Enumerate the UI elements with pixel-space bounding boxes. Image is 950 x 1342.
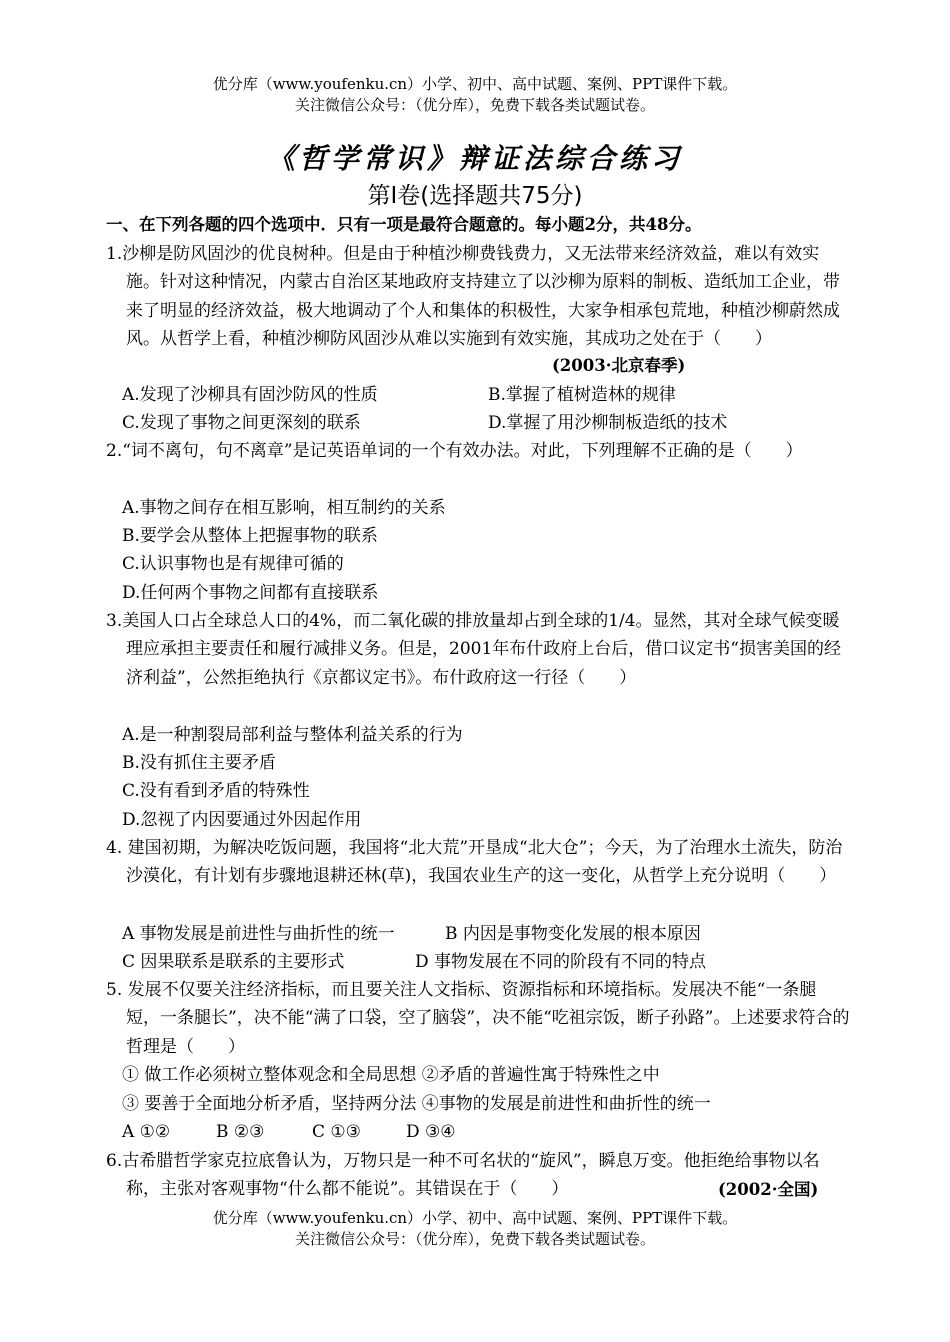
option-c: C ①③ (312, 1122, 361, 1142)
question-stem: 5. 发展不仅要关注经济指标，而且要关注人文指标、资源指标和环境指标。发展决不能“一条腿短，一条腿长”，决不能“满了口袋，空了脑袋”，决不能“吃祖宗饭，断子孙路”。上述要求符合的哲理是（ ） (106, 980, 850, 1057)
document-title: 《哲学常识》辩证法综合练习 (266, 142, 683, 175)
option-c: C.没有看到矛盾的特殊性 (122, 781, 310, 801)
header-line-1: 优分库（www.youfenku.cn）小学、初中、高中试题、案例、PPT课件下载。 (212, 75, 738, 93)
option-a: A.是一种割裂局部利益与整体利益关系的行为 (122, 725, 463, 745)
question-stem: 3.美国人口占全球总人口的4%，而二氧化碳的排放量却占到全球的1/4。显然，其对全球气候变暖理应承担主要责任和履行减排义务。但是，2001年布什政府上台后，借口议定书“损害美国的经济利益”，公然拒绝执行《京都议定书》。布什政府这一行径（ ） (106, 611, 841, 688)
option-b: B ②③ (216, 1122, 265, 1142)
question-2 (106, 437, 850, 465)
option-d: D.任何两个事物之间都有直接联系 (122, 583, 379, 603)
question-5 (106, 976, 850, 1061)
option-c: C.认识事物也是有规律可循的 (122, 554, 344, 574)
option-d: D.掌握了用沙柳制板造纸的技术 (488, 413, 728, 433)
header-line-2: 关注微信公众号：（优分库），免费下载各类试题试卷。 (294, 96, 655, 114)
question-stem: 4. 建国初期，为解决吃饭问题，我国将“北大荒”开垦成“北大仓”；今天，为了治理水土流失，防治沙漠化，有计划有步骤地退耕还林(草)，我国农业生产的这一变化，从哲学上充分说明（ ） (106, 838, 843, 887)
page-header (0, 74, 950, 116)
option-d: D 事物发展在不同的阶段有不同的特点 (415, 952, 707, 972)
footer-line-1: 优分库（www.youfenku.cn）小学、初中、高中试题、案例、PPT课件下载。 (212, 1209, 738, 1227)
option-b: B.要学会从整体上把握事物的联系 (122, 526, 378, 546)
option-b: B.没有抓住主要矛盾 (122, 753, 276, 773)
option-b: B.掌握了植树造林的规律 (488, 385, 676, 405)
option-a: A ①② (122, 1122, 171, 1142)
page-footer (0, 1208, 950, 1250)
option-d: D ③④ (406, 1122, 456, 1142)
option-a: A.事物之间存在相互影响，相互制约的关系 (122, 498, 446, 518)
statement-line-1: ① 做工作必须树立整体观念和全局思想 ②矛盾的普遍性寓于特殊性之中 (122, 1065, 660, 1085)
question-source: (2003·北京春季) (552, 356, 686, 375)
question-1 (106, 240, 850, 354)
option-a: A 事物发展是前进性与曲折性的统一 (122, 924, 395, 944)
question-4 (106, 834, 850, 891)
question-stem: 2.“词不离句，句不离章”是记英语单词的一个有效办法。对此，下列理解不正确的是（ ） (106, 441, 803, 461)
question-source: (2002·全国) (718, 1180, 819, 1199)
option-b: B 内因是事物变化发展的根本原因 (445, 924, 701, 944)
option-c: C.发现了事物之间更深刻的联系 (122, 413, 361, 433)
section-heading: 一、在下列各题的四个选项中．只有一项是最符合题意的。每小题2分，共48分。 (106, 215, 702, 234)
question-3 (106, 607, 850, 692)
option-d: D.忽视了内因要通过外因起作用 (122, 810, 362, 830)
option-c: C 因果联系是联系的主要形式 (122, 952, 345, 972)
question-stem: 1.沙柳是防风固沙的优良树种。但是由于种植沙柳费钱费力，又无法带来经济效益，难以有效实施。针对这种情况，内蒙古自治区某地政府支持建立了以沙柳为原料的制板、造纸加工企业，带来了明显的经济效益，极大地调动了个人和集体的积极性，大家争相承包荒地，种植沙柳蔚然成风。从哲学上看，种植沙柳防风固沙从难以实施到有效实施，其成功之处在于（ ） (106, 244, 840, 350)
footer-line-2: 关注微信公众号：（优分库），免费下载各类试题试卷。 (294, 1230, 655, 1248)
question-stem: 6.古希腊哲学家克拉底鲁认为，万物只是一种不可名状的“旋风”，瞬息万变。他拒绝给事物以名称，主张对客观事物“什么都不能说”。其错误在于（ ） (106, 1151, 820, 1200)
document-subtitle: 第Ⅰ卷(选择题共75分) (367, 183, 583, 209)
statement-line-2: ③ 要善于全面地分析矛盾，坚持两分法 ④事物的发展是前进性和曲折性的统一 (122, 1094, 711, 1114)
option-a: A.发现了沙柳具有固沙防风的性质 (122, 385, 378, 405)
